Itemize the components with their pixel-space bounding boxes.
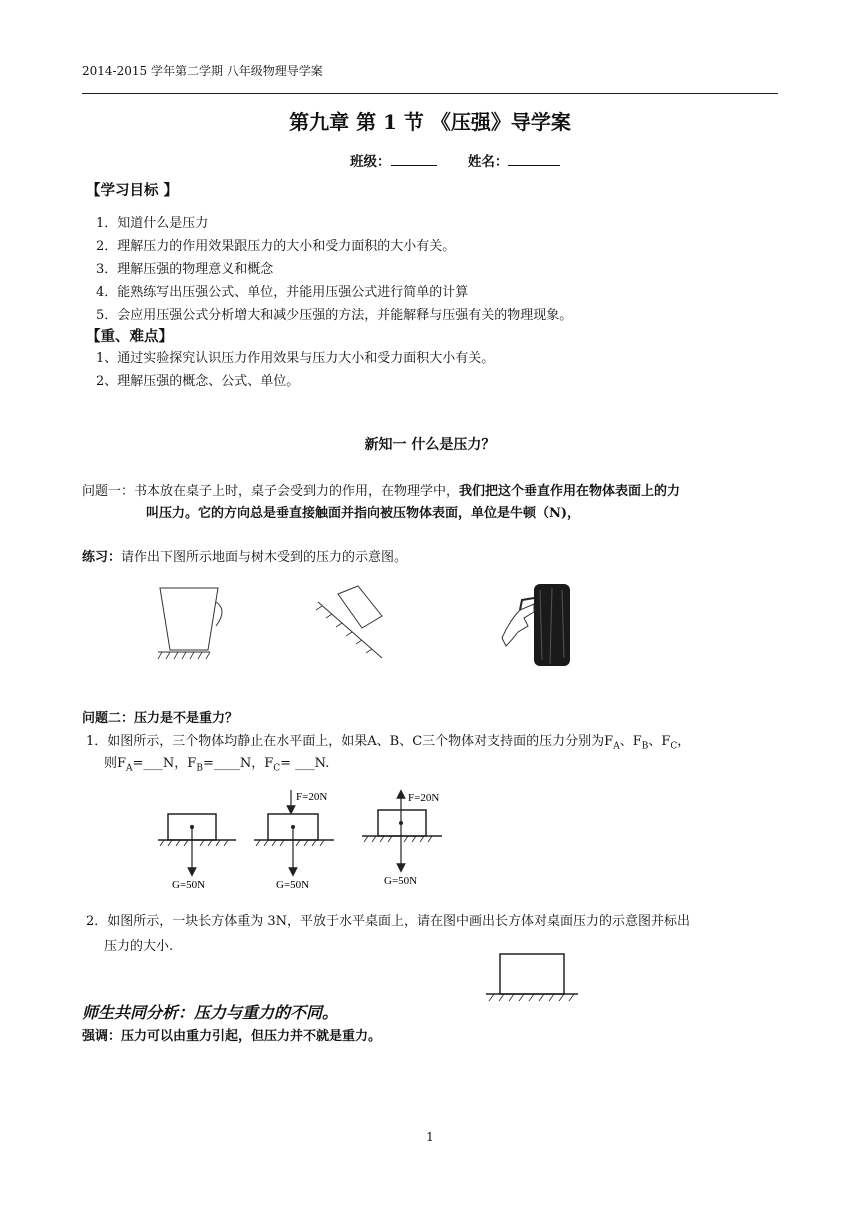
item1-tail: ，: [677, 734, 691, 749]
question-one-line2: 叫压力。它的方向总是垂直接触面并指向被压物体表面，单位是牛顿（N)，: [146, 506, 581, 521]
class-label: 班级：: [350, 154, 391, 170]
subscript-a: A: [613, 741, 620, 752]
exercise-figures: [150, 580, 580, 670]
subscript-b: B: [196, 763, 203, 774]
subscript-c: C: [670, 741, 678, 752]
question-one-text: 书本放在桌子上时，桌子会受到力的作用，在物理学中，: [134, 484, 460, 499]
subscript-c: C: [273, 763, 281, 774]
force-label: F=20N: [296, 791, 328, 803]
question-two-item2-line1: 2．如图所示，一块长方体重为 3N，平放于水平桌面上，请在图中画出长方体对桌面压力的示意图并标出: [86, 914, 691, 929]
class-name-line: [350, 150, 560, 170]
objective-item: 3．理解压强的物理意义和概念: [96, 262, 274, 277]
gravity-label: G=50N: [384, 875, 418, 887]
key-points-heading: 【重、难点】: [86, 328, 173, 345]
cup-figure: [158, 588, 222, 659]
header-rule: [82, 93, 778, 94]
incline-figure: [316, 586, 382, 658]
subscript-b: B: [641, 741, 649, 752]
analysis-line: 师生共同分析：压力与重力的不同。: [82, 1003, 339, 1022]
item1-sep: 、F: [648, 734, 671, 749]
answer-blank-b[interactable]: =____N，F: [202, 756, 274, 771]
subscript-a: A: [126, 763, 133, 774]
emphasis-text: 压力可以由重力引起，但压力并不就是重力。: [121, 1029, 382, 1044]
emphasis-line: [82, 1025, 381, 1044]
objective-item: 2．理解压力的作用效果跟压力的大小和受力面积的大小有关。: [96, 239, 456, 254]
exercise-line: [82, 546, 407, 565]
page-title: 第九章 第 1 节 《压强》导学案: [289, 110, 571, 134]
question-two-item1-line2: [104, 752, 329, 774]
block-a: [158, 814, 236, 891]
question-one-line1: [82, 480, 680, 499]
question-one-definition: 我们把这个垂直作用在物体表面上的力: [459, 484, 681, 499]
name-blank[interactable]: [508, 153, 560, 166]
exercise-label: 练习：: [82, 550, 122, 565]
answer-blank-c[interactable]: = ___N.: [280, 756, 330, 771]
name-label: 姓名：: [467, 154, 509, 170]
key-point-item: 1、通过实验探究认识压力作用效果与压力大小和受力面积大小有关。: [96, 351, 495, 366]
objective-item: 5．会应用压强公式分析增大和减少压强的方法，并能解释与压强有关的物理现象。: [96, 308, 573, 323]
force-label: F=20N: [408, 792, 440, 804]
objective-item: 1．知道什么是压力: [96, 216, 209, 231]
section-title: 新知一 什么是压力？: [364, 437, 496, 453]
key-point-item: 2、理解压强的概念、公式、单位。: [96, 374, 300, 389]
block-on-table-figure: [484, 950, 580, 1006]
item1-text: 1．如图所示，三个物体均静止在水平面上，如果A、B、C三个物体对支持面的压力分别为F: [86, 734, 614, 749]
question-one-label: 问题一：: [82, 484, 135, 499]
page-number: 1: [426, 1130, 434, 1144]
gravity-label: G=50N: [172, 879, 206, 891]
block-b: [254, 790, 334, 891]
block-c: [362, 792, 442, 887]
answer-blank-a[interactable]: =___N，F: [132, 756, 197, 771]
gravity-label: G=50N: [276, 879, 310, 891]
objectives-heading: 【学习目标 】: [86, 182, 179, 199]
page-header: 2014-2015 学年第二学期 八年级物理导学案: [82, 64, 323, 78]
tree-figure: [502, 584, 570, 666]
emphasis-label: 强调：: [82, 1029, 122, 1044]
exercise-text: 请作出下图所示地面与树木受到的压力的示意图。: [121, 550, 408, 565]
item1-line2-text: 则F: [104, 756, 127, 771]
item1-sep: 、F: [619, 734, 642, 749]
class-blank[interactable]: [391, 153, 437, 166]
three-blocks-figure: [150, 784, 470, 896]
question-two-heading: 问题二：压力是不是重力？: [82, 711, 239, 726]
objective-item: 4．能熟练写出压强公式、单位，并能用压强公式进行简单的计算: [96, 285, 469, 300]
question-two-item2-line2: 压力的大小.: [104, 939, 174, 954]
question-two-item1-line1: [86, 730, 690, 752]
